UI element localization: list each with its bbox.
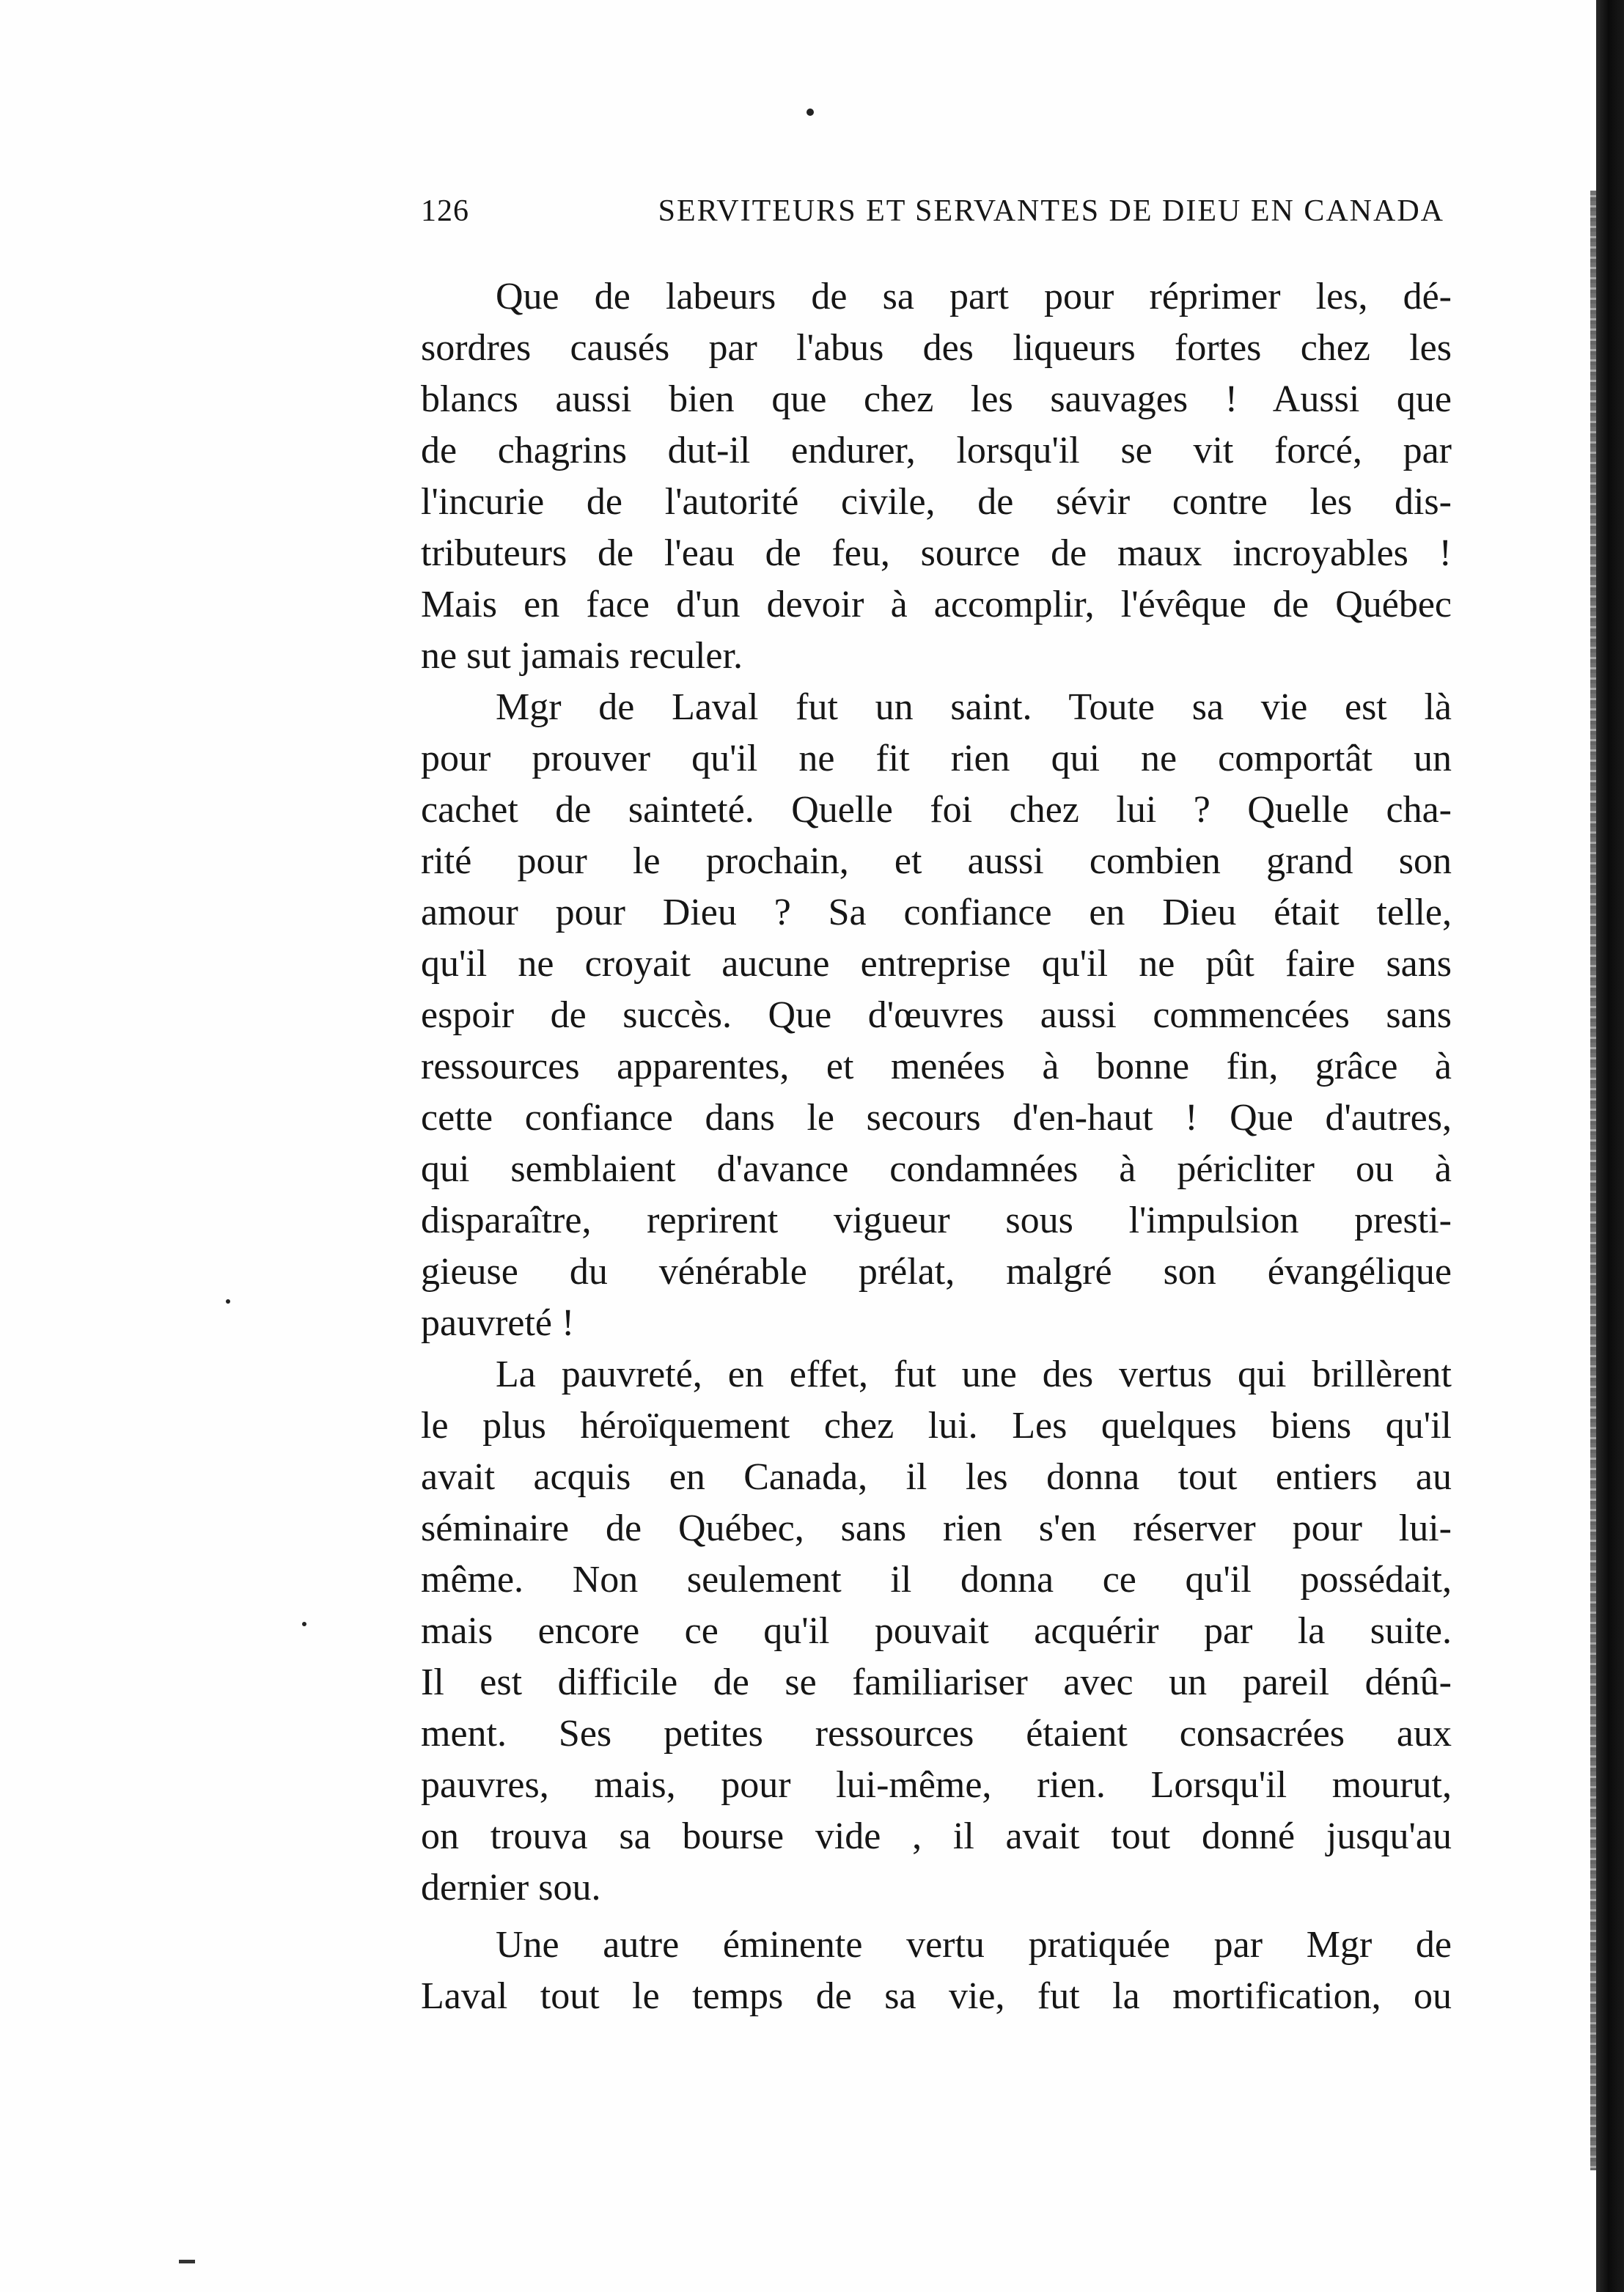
ink-mark (179, 2260, 195, 2263)
paragraph (421, 1349, 1452, 1914)
text-line: Une autre éminente vertu pratiquée par Mgr de (496, 1924, 1452, 1966)
text-line: même. Non seulement il donna ce qu'il possédait, (421, 1559, 1452, 1601)
text-line: amour pour Dieu ? Sa confiance en Dieu était telle, (421, 892, 1452, 933)
text-line: disparaître, reprirent vigueur sous l'impulsion presti- (421, 1200, 1452, 1241)
text-line: qu'il ne croyait aucune entreprise qu'il ne pût faire sans (421, 943, 1452, 985)
paragraph (421, 271, 1452, 682)
paragraph (421, 1920, 1452, 2022)
running-head (421, 189, 1444, 233)
text-line: dernier sou. (421, 1867, 601, 1909)
text-line: blancs aussi bien que chez les sauvages ! Aussi que (421, 378, 1452, 420)
paragraph-gap (421, 1914, 1452, 1920)
binding-edge (1596, 0, 1624, 2292)
text-line: qui semblaient d'avance condamnées à péricliter ou à (421, 1148, 1452, 1190)
text-line: pour prouver qu'il ne fit rien qui ne comportât un (421, 738, 1452, 779)
text-line: l'incurie de l'autorité civile, de sévir contre les dis- (421, 481, 1452, 523)
text-line: cachet de sainteté. Quelle foi chez lui ? Quelle cha- (421, 789, 1452, 831)
ink-speck (302, 1622, 306, 1626)
binding-shadow (1590, 191, 1596, 2170)
ink-speck (226, 1299, 230, 1304)
text-line: mais encore ce qu'il pouvait acquérir par la suite. (421, 1610, 1452, 1652)
text-line: espoir de succès. Que d'œuvres aussi commencées sans (421, 994, 1452, 1036)
page-number: 126 (421, 194, 469, 228)
text-line: le plus héroïquement chez lui. Les quelques biens qu'il (421, 1405, 1452, 1447)
text-line: Que de labeurs de sa part pour réprimer les, dé- (496, 276, 1452, 317)
text-line: gieuse du vénérable prélat, malgré son évangélique (421, 1251, 1452, 1293)
text-line: de chagrins dut-il endurer, lorsqu'il se vit forcé, par (421, 430, 1452, 471)
running-title: SERVITEURS ET SERVANTES DE DIEU EN CANADA (658, 194, 1444, 228)
text-line: pauvres, mais, pour lui-même, rien. Lorsqu'il mourut, (421, 1764, 1452, 1806)
text-line: tributeurs de l'eau de feu, source de maux incroyables ! (421, 532, 1452, 574)
text-line: Il est difficile de se familiariser avec un pareil dénû- (421, 1661, 1452, 1703)
text-line: ment. Ses petites ressources étaient consacrées aux (421, 1713, 1452, 1755)
paragraph (421, 682, 1452, 1349)
text-line: La pauvreté, en effet, fut une des vertus qui brillèrent (496, 1353, 1452, 1395)
ink-speck (807, 109, 814, 116)
body-text (421, 271, 1452, 2022)
text-line: ressources apparentes, et menées à bonne fin, grâce à (421, 1046, 1452, 1087)
text-line: rité pour le prochain, et aussi combien grand son (421, 840, 1452, 882)
text-line: sordres causés par l'abus des liqueurs fortes chez les (421, 327, 1452, 369)
text-line: avait acquis en Canada, il les donna tout entiers au (421, 1456, 1452, 1498)
text-line: on trouva sa bourse vide , il avait tout donné jusqu'au (421, 1815, 1452, 1857)
text-line: Mgr de Laval fut un saint. Toute sa vie est là (496, 686, 1452, 728)
text-line: Mais en face d'un devoir à accomplir, l'évêque de Québec (421, 584, 1452, 625)
text-line: Laval tout le temps de sa vie, fut la mortification, ou (421, 1975, 1452, 2017)
text-line: pauvreté ! (421, 1302, 575, 1344)
text-line: ne sut jamais reculer. (421, 635, 743, 677)
text-line: cette confiance dans le secours d'en-haut ! Que d'autres, (421, 1097, 1452, 1139)
text-line: séminaire de Québec, sans rien s'en réserver pour lui- (421, 1507, 1452, 1549)
